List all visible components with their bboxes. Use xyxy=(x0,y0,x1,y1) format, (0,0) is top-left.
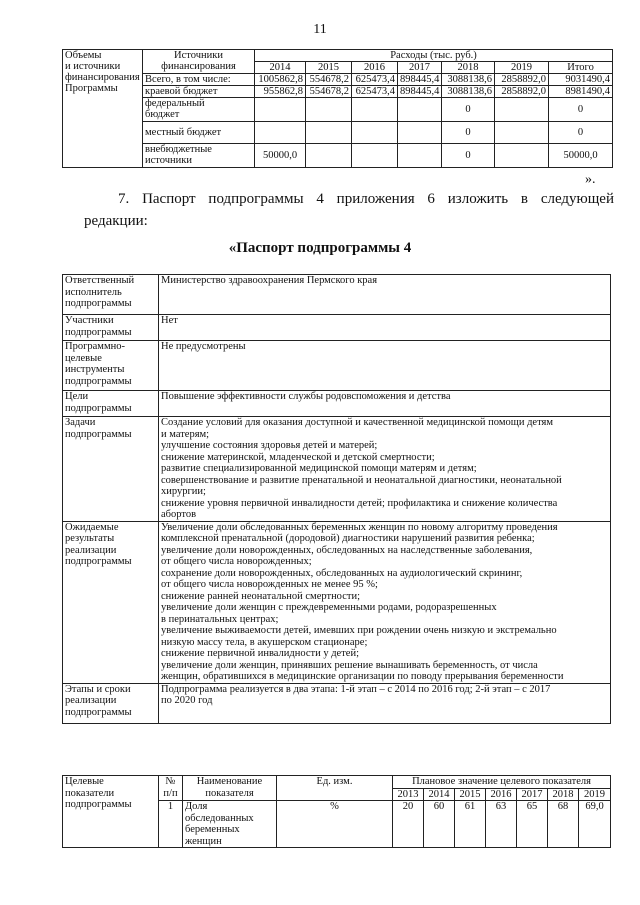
passport-label: Ожидаемые результаты реализации подпрограммы xyxy=(63,521,159,683)
passport-content: Создание условий для оказания доступной и качественной медицинской помощи детям и матерям; улучшение состояния здоровья детей и матерей; снижение материнской, младенческой и детской смертности; развитие специализированной медицинской помощи матерям и детям; совершенствование и развитие пренатальной и неонатальной диагностики, неонатальной хирургии; снижение уровня первичной инвалидности детей; профилактика и снижение количества абортов xyxy=(159,417,611,522)
passport-row xyxy=(63,391,611,417)
year-cell: 2017 xyxy=(398,62,442,74)
finance-row: внебюджетные источники 50000,0 0 50000,0 xyxy=(63,144,613,168)
passport-row xyxy=(63,315,611,341)
year-cell: 2015 xyxy=(455,788,486,801)
indicator-row: 1 Доля обследованных беременных женщин % 20 60 61 63 65 68 69,0 xyxy=(63,801,611,848)
passport-label: Этапы и сроки реализации подпрограммы xyxy=(63,683,159,723)
year-cell: 2014 xyxy=(424,788,455,801)
year-cell: Итого xyxy=(549,62,613,74)
source-header: Источники финансирования xyxy=(143,50,255,74)
passport-content: Министерство здравоохранения Пермского края xyxy=(159,275,611,315)
indicators-row-label: Целевые показатели подпрограммы xyxy=(63,776,159,848)
passport-label: Цели подпрограммы xyxy=(63,391,159,417)
passport-content: Нет xyxy=(159,315,611,341)
year-cell: 2019 xyxy=(495,62,549,74)
passport-table xyxy=(62,274,611,724)
closing-quote-mark: ». xyxy=(585,172,596,187)
passport-content: Не предусмотрены xyxy=(159,341,611,391)
passport-content: Повышение эффективности службы родовспоможения и детства xyxy=(159,391,611,417)
finance-row: краевой бюджет 955862,8 554678,2 625473,4 898445,4 3088138,6 2858892,0 8981490,4 xyxy=(63,86,613,98)
amendment-paragraph: 7. Паспорт подпрограммы 4 приложения 6 изложить в следующей редакции: xyxy=(84,191,614,229)
passport-label: Участники подпрограммы xyxy=(63,315,159,341)
passport-row xyxy=(63,417,611,522)
expenses-header: Расходы (тыс. руб.) xyxy=(255,50,613,62)
year-cell: 2013 xyxy=(393,788,424,801)
passport-row xyxy=(63,275,611,315)
num-header: № п/п xyxy=(159,776,183,801)
page-number: 11 xyxy=(313,22,327,37)
finance-table xyxy=(62,49,613,168)
finance-row: Всего, в том числе: 1005862,8 554678,2 625473,4 898445,4 3088138,6 2858892,0 9031490,4 xyxy=(63,74,613,86)
indicators-table xyxy=(62,775,611,848)
passport-label: Ответственный исполнитель подпрограммы xyxy=(63,275,159,315)
passport-content: Подпрограмма реализуется в два этапа: 1-й этап – с 2014 по 2016 год; 2-й этап – с 2017 по 2020 год xyxy=(159,683,611,723)
passport-row xyxy=(63,683,611,723)
year-cell: 2016 xyxy=(486,788,517,801)
finance-row-label: Объемы и источники финансирования Программы xyxy=(63,50,143,168)
passport-label: Задачи подпрограммы xyxy=(63,417,159,522)
name-header: Наименование показателя xyxy=(183,776,277,801)
year-cell: 2017 xyxy=(517,788,548,801)
year-cell: 2015 xyxy=(306,62,352,74)
passport-content: Увеличение доли обследованных беременных женщин по новому алгоритму проведения комплексной пренатальной (дородовой) диагностики нарушений развития ребенка; увеличение доли новорожденных, обследованных на наследственные заболевания, от общего числа новорожденных; сохранение доли новорожденных, обследованных на аудиологический скрининг, от общего числа новорожденных не менее 95 %; снижение ранней неонатальной смертности; увеличение доли женщин с преждевременными родами, родоразрешенных в перинатальных центрах; увеличение выживаемости детей, имевших при рождении очень низкую и экстремально низкую массу тела, в акушерском стационаре; снижение первичной инвалидности у детей; увеличение доли женщин, принявших решение вынашивать беременность, от числа женщин, обратившихся в медицинские организации по поводу прерывания беременности xyxy=(159,521,611,683)
unit-header: Ед. изм. xyxy=(277,776,393,801)
passport-row xyxy=(63,521,611,683)
passport-row xyxy=(63,341,611,391)
finance-row: местный бюджет 0 0 xyxy=(63,122,613,144)
year-cell: 2019 xyxy=(579,788,611,801)
passport-heading: «Паспорт подпрограммы 4 xyxy=(228,240,412,256)
year-cell: 2014 xyxy=(255,62,306,74)
passport-label: Программно- целевые инструменты подпрограммы xyxy=(63,341,159,391)
finance-row: федеральный бюджет 0 0 xyxy=(63,98,613,122)
year-cell: 2018 xyxy=(548,788,579,801)
plan-header: Плановое значение целевого показателя xyxy=(393,776,611,789)
year-cell: 2018 xyxy=(442,62,495,74)
year-cell: 2016 xyxy=(352,62,398,74)
